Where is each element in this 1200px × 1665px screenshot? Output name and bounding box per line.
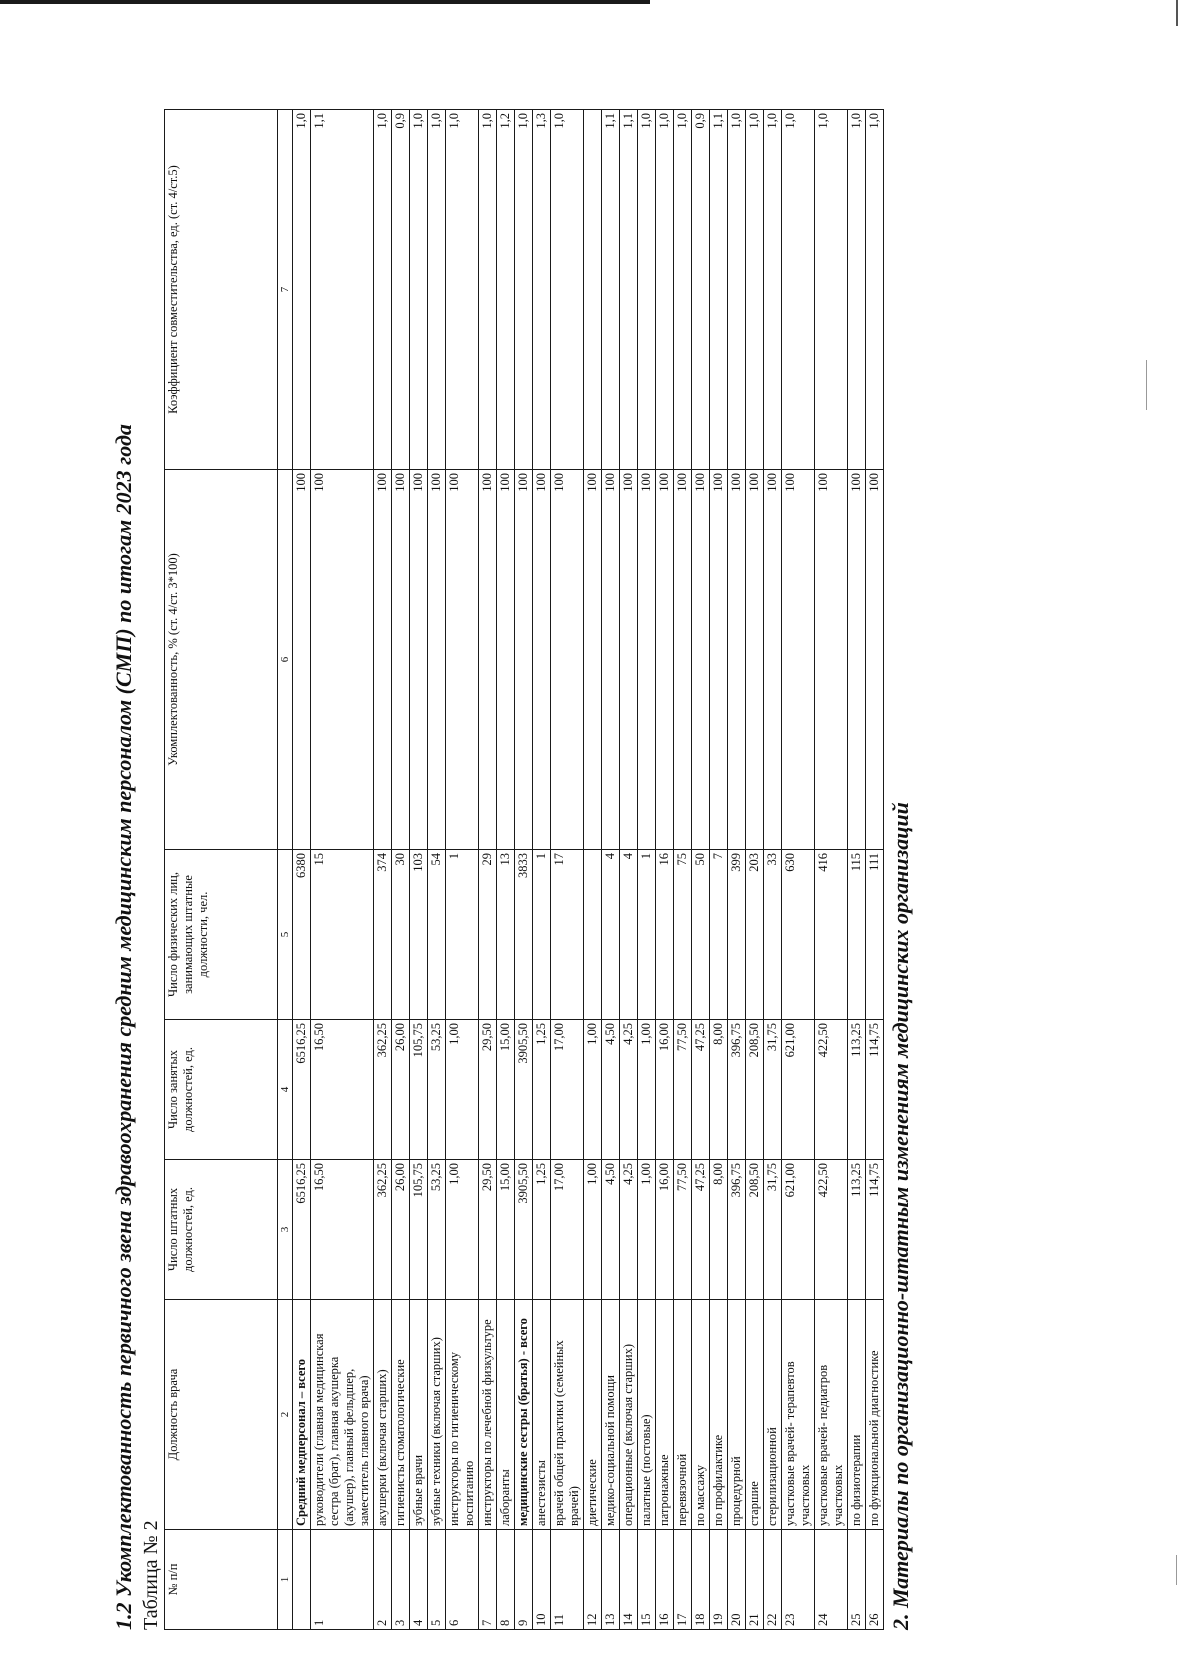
value-cell: 100 bbox=[764, 470, 782, 850]
value-cell: 53,25 bbox=[428, 1020, 446, 1160]
value-cell: 100 bbox=[392, 470, 410, 850]
value-cell: 396,75 bbox=[728, 1020, 746, 1160]
value-cell: 4,25 bbox=[620, 1020, 638, 1160]
value-cell: 4 bbox=[620, 850, 638, 1020]
page-title: 1.2 Укомплектованность первичного звена здравоохранения средним медицинским персоналом (СМП) по итогам 2023 года bbox=[111, 424, 136, 1630]
row-number-cell: 26 bbox=[866, 1530, 884, 1630]
row-number-cell: 19 bbox=[710, 1530, 728, 1630]
value-cell: 111 bbox=[866, 850, 884, 1020]
row-number-cell: 9 bbox=[515, 1530, 533, 1630]
value-cell: 29 bbox=[479, 850, 497, 1020]
value-cell: 1,0 bbox=[674, 110, 692, 470]
value-cell: 1 bbox=[446, 850, 479, 1020]
value-cell: 1,00 bbox=[446, 1160, 479, 1300]
position-name-cell: анестезисты bbox=[533, 1300, 551, 1530]
position-name-cell: Средний медперсонал – всего bbox=[293, 1300, 311, 1530]
table-row bbox=[446, 110, 479, 1630]
column-header: Число физических лиц, занимающих штатные должности, чел. bbox=[165, 850, 278, 1020]
value-cell: 100 bbox=[497, 470, 515, 850]
row-number-cell: 24 bbox=[815, 1530, 848, 1630]
position-name-cell: акушерки (включая старших) bbox=[374, 1300, 392, 1530]
value-cell: 113,25 bbox=[848, 1020, 866, 1160]
position-name-cell: врачей общей практики (семейных врачей) bbox=[551, 1300, 584, 1530]
table-row bbox=[848, 110, 866, 1630]
position-name-cell: лаборанты bbox=[497, 1300, 515, 1530]
value-cell bbox=[584, 850, 602, 1020]
value-cell: 1,00 bbox=[638, 1160, 656, 1300]
table-row bbox=[746, 110, 764, 1630]
value-cell: 17,00 bbox=[551, 1160, 584, 1300]
value-cell: 100 bbox=[782, 470, 815, 850]
column-header: Число занятых должностей, ед. bbox=[165, 1020, 278, 1160]
position-name-cell: диетические bbox=[584, 1300, 602, 1530]
position-name-cell: по массажу bbox=[692, 1300, 710, 1530]
scan-edge bbox=[1146, 360, 1147, 410]
row-number-cell: 12 bbox=[584, 1530, 602, 1630]
value-cell: 16,00 bbox=[656, 1160, 674, 1300]
value-cell: 422,50 bbox=[815, 1160, 848, 1300]
value-cell: 16,50 bbox=[311, 1160, 374, 1300]
value-cell: 1,25 bbox=[533, 1160, 551, 1300]
table-row bbox=[710, 110, 728, 1630]
value-cell: 1,1 bbox=[311, 110, 374, 470]
position-name-cell: по профилактике bbox=[710, 1300, 728, 1530]
value-cell: 1,1 bbox=[710, 110, 728, 470]
rotated-page bbox=[110, 50, 1110, 1630]
row-number-cell: 22 bbox=[764, 1530, 782, 1630]
table-row bbox=[584, 110, 602, 1630]
row-number-cell: 15 bbox=[638, 1530, 656, 1630]
scan-edge bbox=[1176, 1555, 1177, 1585]
row-number-cell: 2 bbox=[374, 1530, 392, 1630]
column-header: № п/п bbox=[165, 1530, 278, 1630]
value-cell: 100 bbox=[674, 470, 692, 850]
value-cell: 1,0 bbox=[515, 110, 533, 470]
value-cell: 362,25 bbox=[374, 1020, 392, 1160]
column-number: 4 bbox=[278, 1020, 293, 1160]
value-cell: 100 bbox=[428, 470, 446, 850]
row-number-cell: 4 bbox=[410, 1530, 428, 1630]
position-name-cell: процедурной bbox=[728, 1300, 746, 1530]
value-cell: 100 bbox=[374, 470, 392, 850]
value-cell: 100 bbox=[311, 470, 374, 850]
value-cell: 1,0 bbox=[815, 110, 848, 470]
value-cell: 1,25 bbox=[533, 1020, 551, 1160]
table-row bbox=[692, 110, 710, 1630]
position-name-cell: зубные техники (включая старших) bbox=[428, 1300, 446, 1530]
value-cell: 100 bbox=[620, 470, 638, 850]
value-cell: 100 bbox=[551, 470, 584, 850]
value-cell: 399 bbox=[728, 850, 746, 1020]
row-number-cell: 14 bbox=[620, 1530, 638, 1630]
value-cell: 1,0 bbox=[866, 110, 884, 470]
row-number-cell: 5 bbox=[428, 1530, 446, 1630]
table-row bbox=[638, 110, 656, 1630]
value-cell: 1,0 bbox=[638, 110, 656, 470]
value-cell: 208,50 bbox=[746, 1160, 764, 1300]
value-cell: 15 bbox=[311, 850, 374, 1020]
value-cell: 1,00 bbox=[584, 1160, 602, 1300]
value-cell: 4 bbox=[602, 850, 620, 1020]
column-number: 6 bbox=[278, 470, 293, 850]
value-cell: 100 bbox=[410, 470, 428, 850]
value-cell: 100 bbox=[515, 470, 533, 850]
table-row bbox=[656, 110, 674, 1630]
row-number-cell: 25 bbox=[848, 1530, 866, 1630]
column-number: 3 bbox=[278, 1160, 293, 1300]
value-cell: 621,00 bbox=[782, 1020, 815, 1160]
value-cell: 4,50 bbox=[602, 1160, 620, 1300]
row-number-cell: 3 bbox=[392, 1530, 410, 1630]
staffing-table bbox=[164, 109, 884, 1630]
value-cell: 1,1 bbox=[620, 110, 638, 470]
value-cell bbox=[584, 110, 602, 470]
row-number-cell: 8 bbox=[497, 1530, 515, 1630]
value-cell: 100 bbox=[656, 470, 674, 850]
value-cell: 396,75 bbox=[728, 1160, 746, 1300]
value-cell: 362,25 bbox=[374, 1160, 392, 1300]
position-name-cell: инструкторы по лечебной физкультуре bbox=[479, 1300, 497, 1530]
value-cell: 30 bbox=[392, 850, 410, 1020]
value-cell: 100 bbox=[446, 470, 479, 850]
value-cell: 1,0 bbox=[764, 110, 782, 470]
value-cell: 1,00 bbox=[638, 1020, 656, 1160]
value-cell: 115 bbox=[848, 850, 866, 1020]
value-cell: 100 bbox=[584, 470, 602, 850]
column-number: 5 bbox=[278, 850, 293, 1020]
position-name-cell: руководители (главная медицинская сестра (брат), главная акушерка (акушер), главный фельдшер, заместитель главного врача) bbox=[311, 1300, 374, 1530]
value-cell: 103 bbox=[410, 850, 428, 1020]
value-cell: 26,00 bbox=[392, 1020, 410, 1160]
table-row bbox=[866, 110, 884, 1630]
column-header: Укомплектованность, % (ст. 4/ст. 3*100) bbox=[165, 470, 278, 850]
column-number: 1 bbox=[278, 1530, 293, 1630]
row-number-cell: 10 bbox=[533, 1530, 551, 1630]
value-cell: 100 bbox=[293, 470, 311, 850]
position-name-cell: по функциональной диагностике bbox=[866, 1300, 884, 1530]
value-cell: 15,00 bbox=[497, 1020, 515, 1160]
table-row bbox=[551, 110, 584, 1630]
position-name-cell: палатные (постовые) bbox=[638, 1300, 656, 1530]
row-number-cell bbox=[293, 1530, 311, 1630]
value-cell: 1,00 bbox=[584, 1020, 602, 1160]
value-cell: 100 bbox=[602, 470, 620, 850]
value-cell: 4,25 bbox=[620, 1160, 638, 1300]
column-header: Число штатных должностей, ед. bbox=[165, 1160, 278, 1300]
row-number-cell: 17 bbox=[674, 1530, 692, 1630]
value-cell: 1,0 bbox=[782, 110, 815, 470]
position-name-cell: стерилизационной bbox=[764, 1300, 782, 1530]
position-name-cell: перевязочной bbox=[674, 1300, 692, 1530]
value-cell: 1,0 bbox=[479, 110, 497, 470]
value-cell: 113,25 bbox=[848, 1160, 866, 1300]
table-row bbox=[515, 110, 533, 1630]
value-cell: 621,00 bbox=[782, 1160, 815, 1300]
table-row bbox=[311, 110, 374, 1630]
value-cell: 1,2 bbox=[497, 110, 515, 470]
table-row bbox=[428, 110, 446, 1630]
value-cell: 16,50 bbox=[311, 1020, 374, 1160]
value-cell: 17,00 bbox=[551, 1020, 584, 1160]
table-row bbox=[620, 110, 638, 1630]
table-row bbox=[782, 110, 815, 1630]
value-cell: 13 bbox=[497, 850, 515, 1020]
position-name-cell: гигиенисты стоматологические bbox=[392, 1300, 410, 1530]
position-name-cell: операционные (включая старших) bbox=[620, 1300, 638, 1530]
value-cell: 50 bbox=[692, 850, 710, 1020]
table-row bbox=[410, 110, 428, 1630]
value-cell: 29,50 bbox=[479, 1020, 497, 1160]
row-number-cell: 11 bbox=[551, 1530, 584, 1630]
value-cell: 1,0 bbox=[428, 110, 446, 470]
value-cell: 6380 bbox=[293, 850, 311, 1020]
table-row bbox=[479, 110, 497, 1630]
value-cell: 54 bbox=[428, 850, 446, 1020]
table-row bbox=[392, 110, 410, 1630]
value-cell: 31,75 bbox=[764, 1020, 782, 1160]
value-cell: 0,9 bbox=[392, 110, 410, 470]
table-row bbox=[602, 110, 620, 1630]
value-cell: 100 bbox=[728, 470, 746, 850]
value-cell: 1,0 bbox=[374, 110, 392, 470]
position-name-cell: зубные врачи bbox=[410, 1300, 428, 1530]
value-cell: 208,50 bbox=[746, 1020, 764, 1160]
value-cell: 53,25 bbox=[428, 1160, 446, 1300]
value-cell: 100 bbox=[533, 470, 551, 850]
value-cell: 29,50 bbox=[479, 1160, 497, 1300]
value-cell: 8,00 bbox=[710, 1020, 728, 1160]
value-cell: 630 bbox=[782, 850, 815, 1020]
value-cell: 1,0 bbox=[728, 110, 746, 470]
value-cell: 8,00 bbox=[710, 1160, 728, 1300]
value-cell: 100 bbox=[746, 470, 764, 850]
scan-edge bbox=[1176, 0, 1178, 26]
value-cell: 374 bbox=[374, 850, 392, 1020]
position-name-cell: патронажные bbox=[656, 1300, 674, 1530]
value-cell: 1,0 bbox=[848, 110, 866, 470]
table-row bbox=[497, 110, 515, 1630]
row-number-cell: 16 bbox=[656, 1530, 674, 1630]
section-heading: 2. Материалы по организационно-штатным изменениям медицинских организаций bbox=[888, 802, 913, 1630]
value-cell: 17 bbox=[551, 850, 584, 1020]
value-cell: 100 bbox=[692, 470, 710, 850]
value-cell: 105,75 bbox=[410, 1020, 428, 1160]
position-name-cell: участковые врачей- педиатров участковых bbox=[815, 1300, 848, 1530]
value-cell: 33 bbox=[764, 850, 782, 1020]
value-cell: 1,0 bbox=[656, 110, 674, 470]
row-number-cell: 23 bbox=[782, 1530, 815, 1630]
table-row bbox=[728, 110, 746, 1630]
row-number-cell: 1 bbox=[311, 1530, 374, 1630]
table-row bbox=[764, 110, 782, 1630]
value-cell: 1,0 bbox=[551, 110, 584, 470]
value-cell: 77,50 bbox=[674, 1020, 692, 1160]
value-cell: 1 bbox=[638, 850, 656, 1020]
value-cell: 3905,50 bbox=[515, 1160, 533, 1300]
value-cell: 114,75 bbox=[866, 1020, 884, 1160]
value-cell: 26,00 bbox=[392, 1160, 410, 1300]
value-cell: 1,0 bbox=[446, 110, 479, 470]
value-cell: 100 bbox=[638, 470, 656, 850]
value-cell: 1,0 bbox=[293, 110, 311, 470]
column-number: 2 bbox=[278, 1300, 293, 1530]
row-number-cell: 13 bbox=[602, 1530, 620, 1630]
position-name-cell: участковые врачей- терапевтов участковых bbox=[782, 1300, 815, 1530]
value-cell: 114,75 bbox=[866, 1160, 884, 1300]
value-cell: 100 bbox=[866, 470, 884, 850]
column-number: 7 bbox=[278, 110, 293, 470]
table-row bbox=[815, 110, 848, 1630]
position-name-cell: инструкторы по гигиеническому воспитанию bbox=[446, 1300, 479, 1530]
value-cell: 16 bbox=[656, 850, 674, 1020]
value-cell: 100 bbox=[815, 470, 848, 850]
value-cell: 3905,50 bbox=[515, 1020, 533, 1160]
table-row bbox=[533, 110, 551, 1630]
position-name-cell: старшие bbox=[746, 1300, 764, 1530]
row-number-cell: 20 bbox=[728, 1530, 746, 1630]
position-name-cell: медико-социальной помощи bbox=[602, 1300, 620, 1530]
value-cell: 6516,25 bbox=[293, 1160, 311, 1300]
row-number-cell: 18 bbox=[692, 1530, 710, 1630]
value-cell: 47,25 bbox=[692, 1020, 710, 1160]
column-header: Коэффициент совместительства, ед. (ст. 4/ст.5) bbox=[165, 110, 278, 470]
position-name-cell: по физиотерапии bbox=[848, 1300, 866, 1530]
value-cell: 203 bbox=[746, 850, 764, 1020]
value-cell: 7 bbox=[710, 850, 728, 1020]
value-cell: 47,25 bbox=[692, 1160, 710, 1300]
value-cell: 1,00 bbox=[446, 1020, 479, 1160]
header-row bbox=[165, 110, 278, 1630]
value-cell: 100 bbox=[848, 470, 866, 850]
row-number-cell: 6 bbox=[446, 1530, 479, 1630]
value-cell: 422,50 bbox=[815, 1020, 848, 1160]
column-header: Должность врача bbox=[165, 1300, 278, 1530]
column-number-row bbox=[278, 110, 293, 1630]
value-cell: 100 bbox=[710, 470, 728, 850]
value-cell: 15,00 bbox=[497, 1160, 515, 1300]
value-cell: 4,50 bbox=[602, 1020, 620, 1160]
value-cell: 1,0 bbox=[746, 110, 764, 470]
value-cell: 1,3 bbox=[533, 110, 551, 470]
value-cell: 105,75 bbox=[410, 1160, 428, 1300]
table-row bbox=[374, 110, 392, 1630]
value-cell: 75 bbox=[674, 850, 692, 1020]
table-row bbox=[293, 110, 311, 1630]
row-number-cell: 7 bbox=[479, 1530, 497, 1630]
value-cell: 1,0 bbox=[410, 110, 428, 470]
value-cell: 31,75 bbox=[764, 1160, 782, 1300]
value-cell: 0,9 bbox=[692, 110, 710, 470]
scan-edge bbox=[0, 0, 650, 4]
row-number-cell: 21 bbox=[746, 1530, 764, 1630]
table-row bbox=[674, 110, 692, 1630]
value-cell: 3833 bbox=[515, 850, 533, 1020]
value-cell: 77,50 bbox=[674, 1160, 692, 1300]
value-cell: 100 bbox=[479, 470, 497, 850]
value-cell: 1,1 bbox=[602, 110, 620, 470]
position-name-cell: медицинские сестры (братья) - всего bbox=[515, 1300, 533, 1530]
value-cell: 416 bbox=[815, 850, 848, 1020]
value-cell: 16,00 bbox=[656, 1020, 674, 1160]
value-cell: 6516,25 bbox=[293, 1020, 311, 1160]
value-cell: 1 bbox=[533, 850, 551, 1020]
table-label: Таблица № 2 bbox=[140, 1520, 162, 1630]
